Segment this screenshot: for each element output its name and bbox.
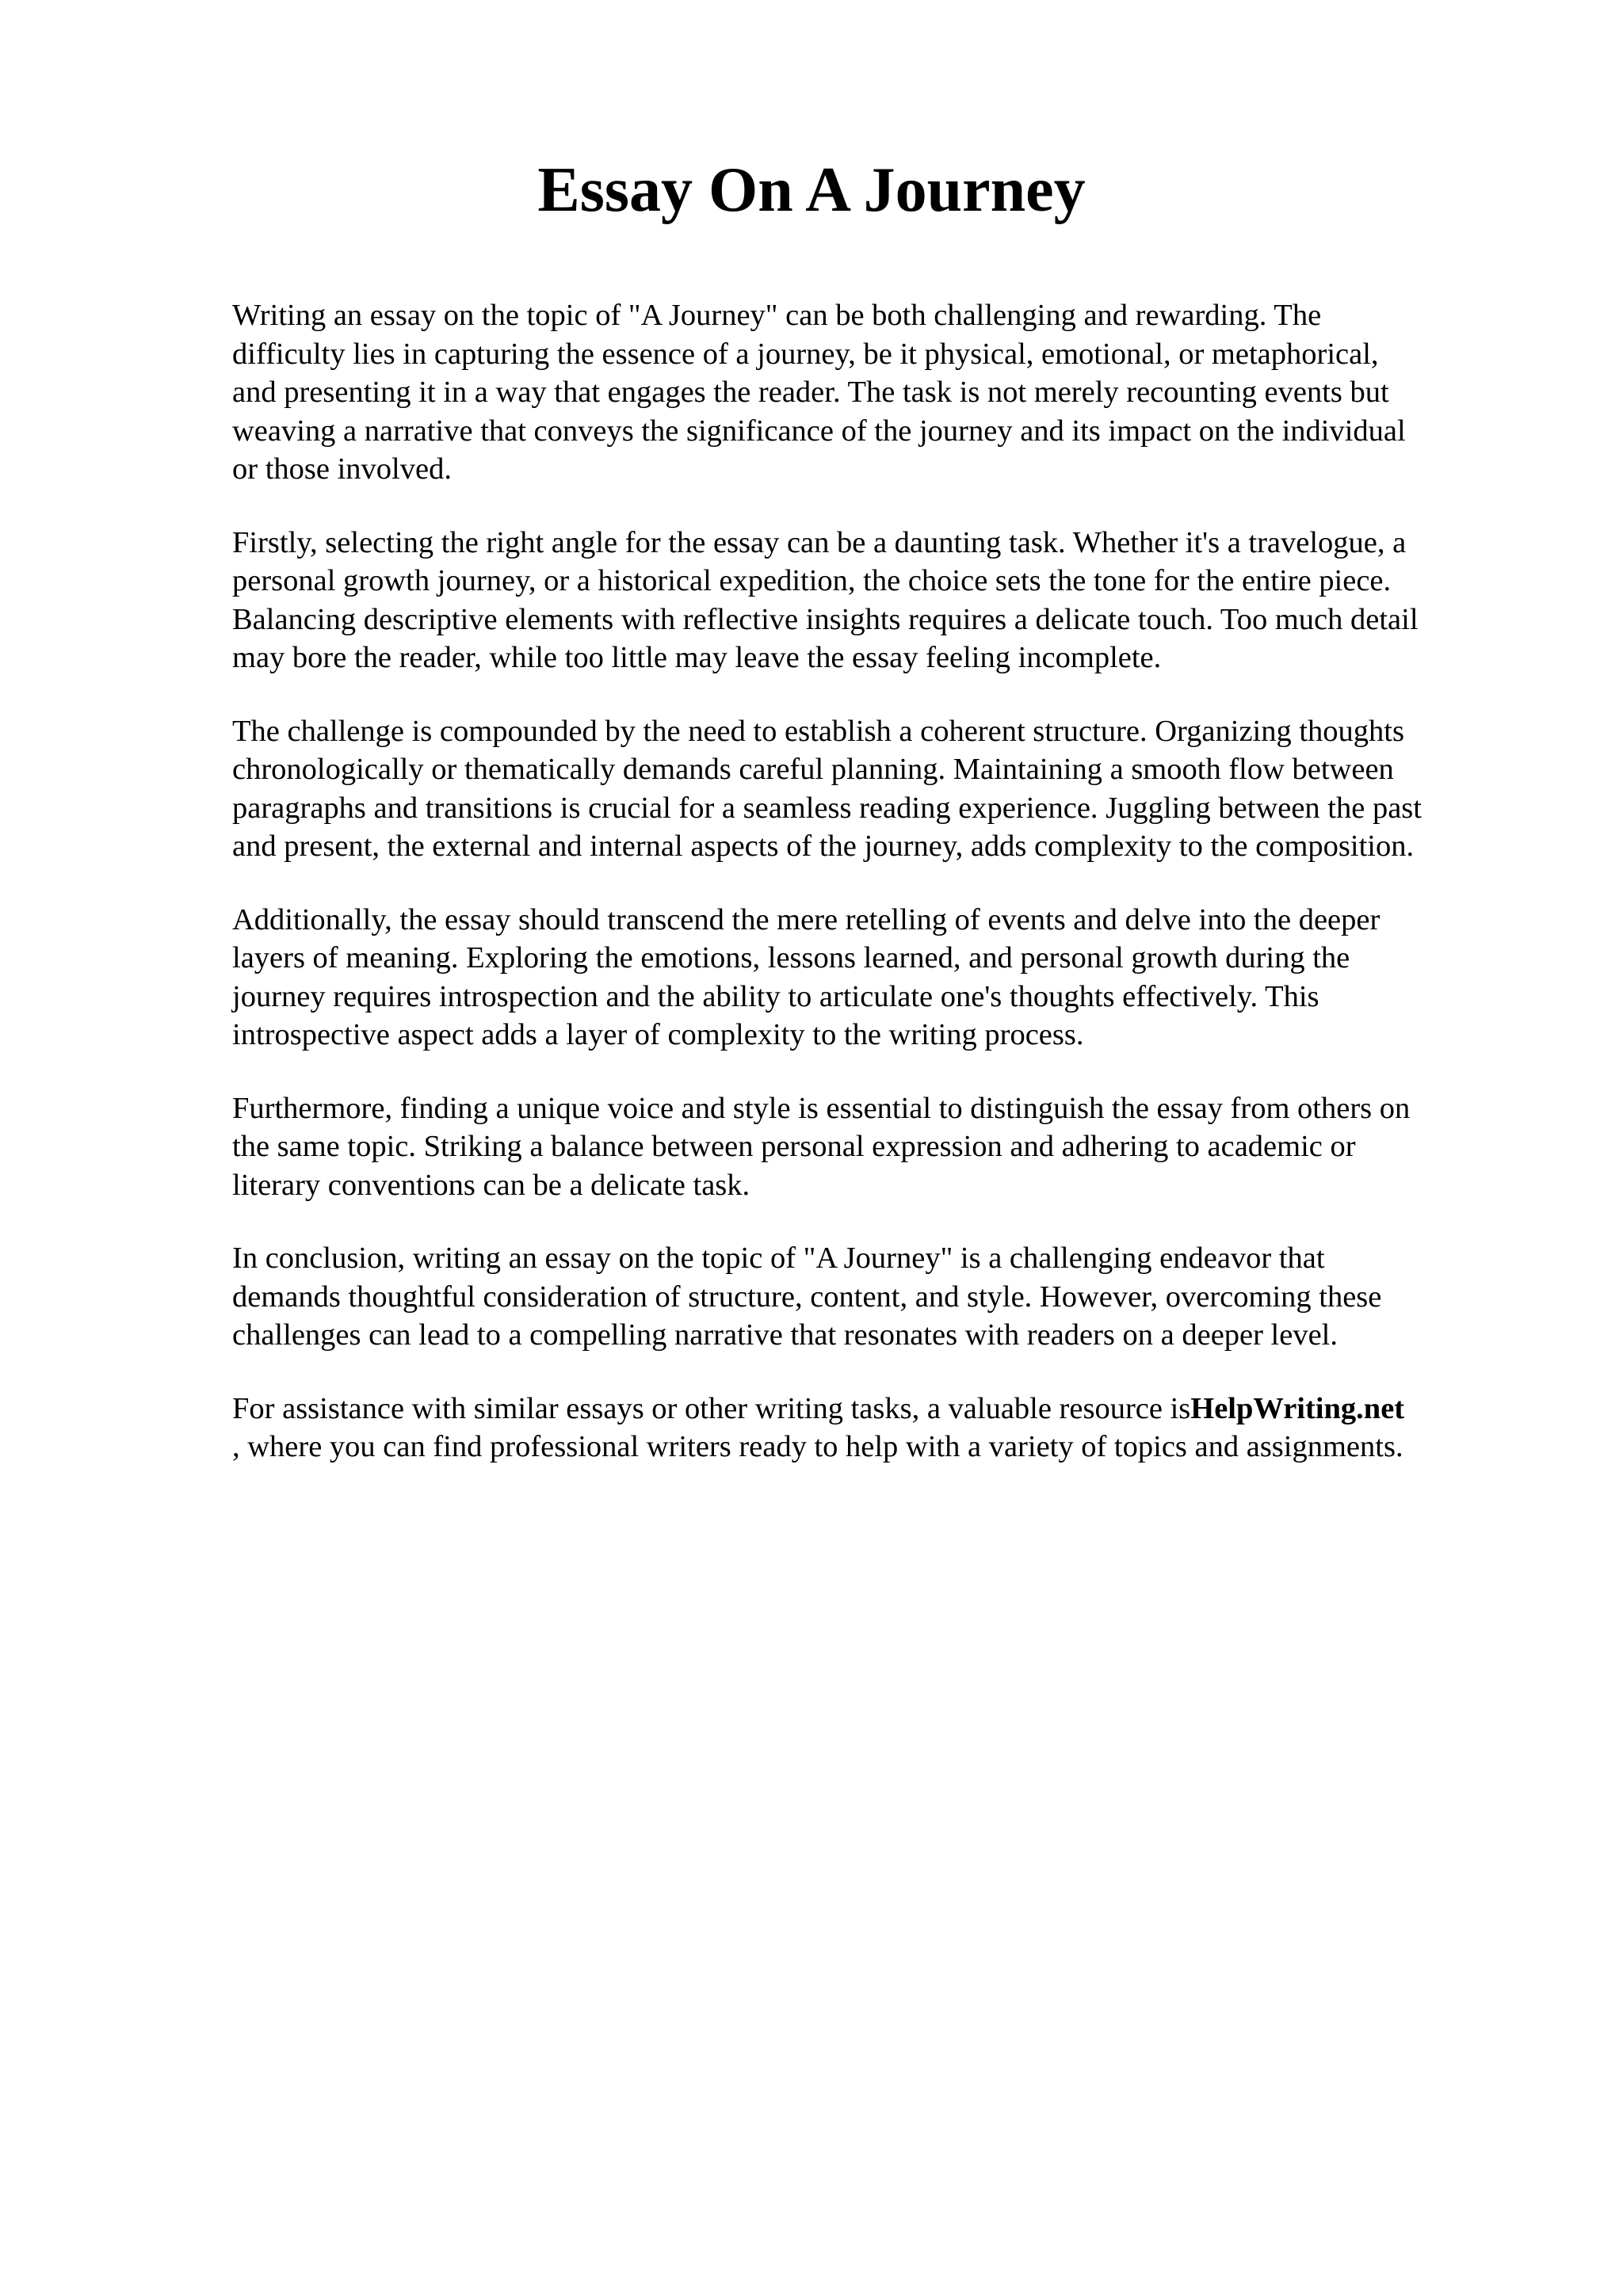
paragraph-6: [232, 1239, 1532, 1355]
text-line: Furthermore, finding a unique voice and style is essential to distinguish the essay from others on: [232, 1091, 1411, 1125]
text-line: weaving a narrative that conveys the significance of the journey and its impact on the individual: [232, 414, 1406, 448]
paragraph-3: [232, 712, 1532, 866]
text-line: Additionally, the essay should transcend the mere retelling of events and delve into the deeper: [232, 902, 1381, 936]
text-line: or those involved.: [232, 452, 452, 486]
text-line: The challenge is compounded by the need to establish a coherent structure. Organizing thoughts: [232, 714, 1404, 748]
text-line: Writing an essay on the topic of "A Journey" can be both challenging and rewarding. The: [232, 299, 1322, 332]
text-line: In conclusion, writing an essay on the topic of "A Journey" is a challenging endeavor that: [232, 1241, 1325, 1275]
text-line: demands thoughtful consideration of structure, content, and style. However, overcoming these: [232, 1280, 1382, 1314]
paragraph-4: [232, 901, 1532, 1055]
closing-line-2: , where you can find professional writers ready to help with a variety of topics and assignments.: [232, 1430, 1403, 1463]
text-line: literary conventions can be a delicate task.: [232, 1168, 750, 1202]
text-line: chronologically or thematically demands careful planning. Maintaining a smooth flow between: [232, 753, 1394, 786]
text-line: and present, the external and internal aspects of the journey, adds complexity to the composition.: [232, 830, 1415, 863]
text-line: may bore the reader, while too little may leave the essay feeling incomplete.: [232, 641, 1162, 674]
text-line: Balancing descriptive elements with reflective insights requires a delicate touch. Too much detail: [232, 602, 1419, 636]
text-line: Firstly, selecting the right angle for the essay can be a daunting task. Whether it's a travelogue, a: [232, 525, 1407, 559]
text-line: personal growth journey, or a historical expedition, the choice sets the tone for the entire piece.: [232, 564, 1392, 597]
document-body: [232, 296, 1532, 1501]
text-line: layers of meaning. Exploring the emotions, lessons learned, and personal growth during the: [232, 941, 1350, 974]
brand-name: HelpWriting.net: [1190, 1391, 1405, 1425]
document-title: Essay On A Journey: [537, 155, 1086, 225]
closing-paragraph: [232, 1390, 1532, 1466]
text-line: journey requires introspection and the ability to articulate one's thoughts effectively. This: [232, 979, 1319, 1013]
text-line: difficulty lies in capturing the essence of a journey, be it physical, emotional, or metaphorical,: [232, 337, 1379, 371]
paragraph-1: [232, 296, 1532, 489]
text-line: introspective aspect adds a layer of complexity to the writing process.: [232, 1018, 1084, 1051]
text-line: the same topic. Striking a balance between personal expression and adhering to academic or: [232, 1130, 1356, 1163]
text-line: and presenting it in a way that engages the reader. The task is not merely recounting events but: [232, 376, 1389, 409]
closing-text: For assistance with similar essays or other writing tasks, a valuable resource is: [232, 1391, 1191, 1425]
text-line: paragraphs and transitions is crucial for a seamless reading experience. Juggling between the past: [232, 791, 1422, 825]
text-line: challenges can lead to a compelling narrative that resonates with readers on a deeper level.: [232, 1318, 1338, 1352]
paragraph-2: [232, 524, 1532, 677]
paragraph-5: [232, 1089, 1532, 1205]
closing-line-1: [232, 1390, 1532, 1428]
